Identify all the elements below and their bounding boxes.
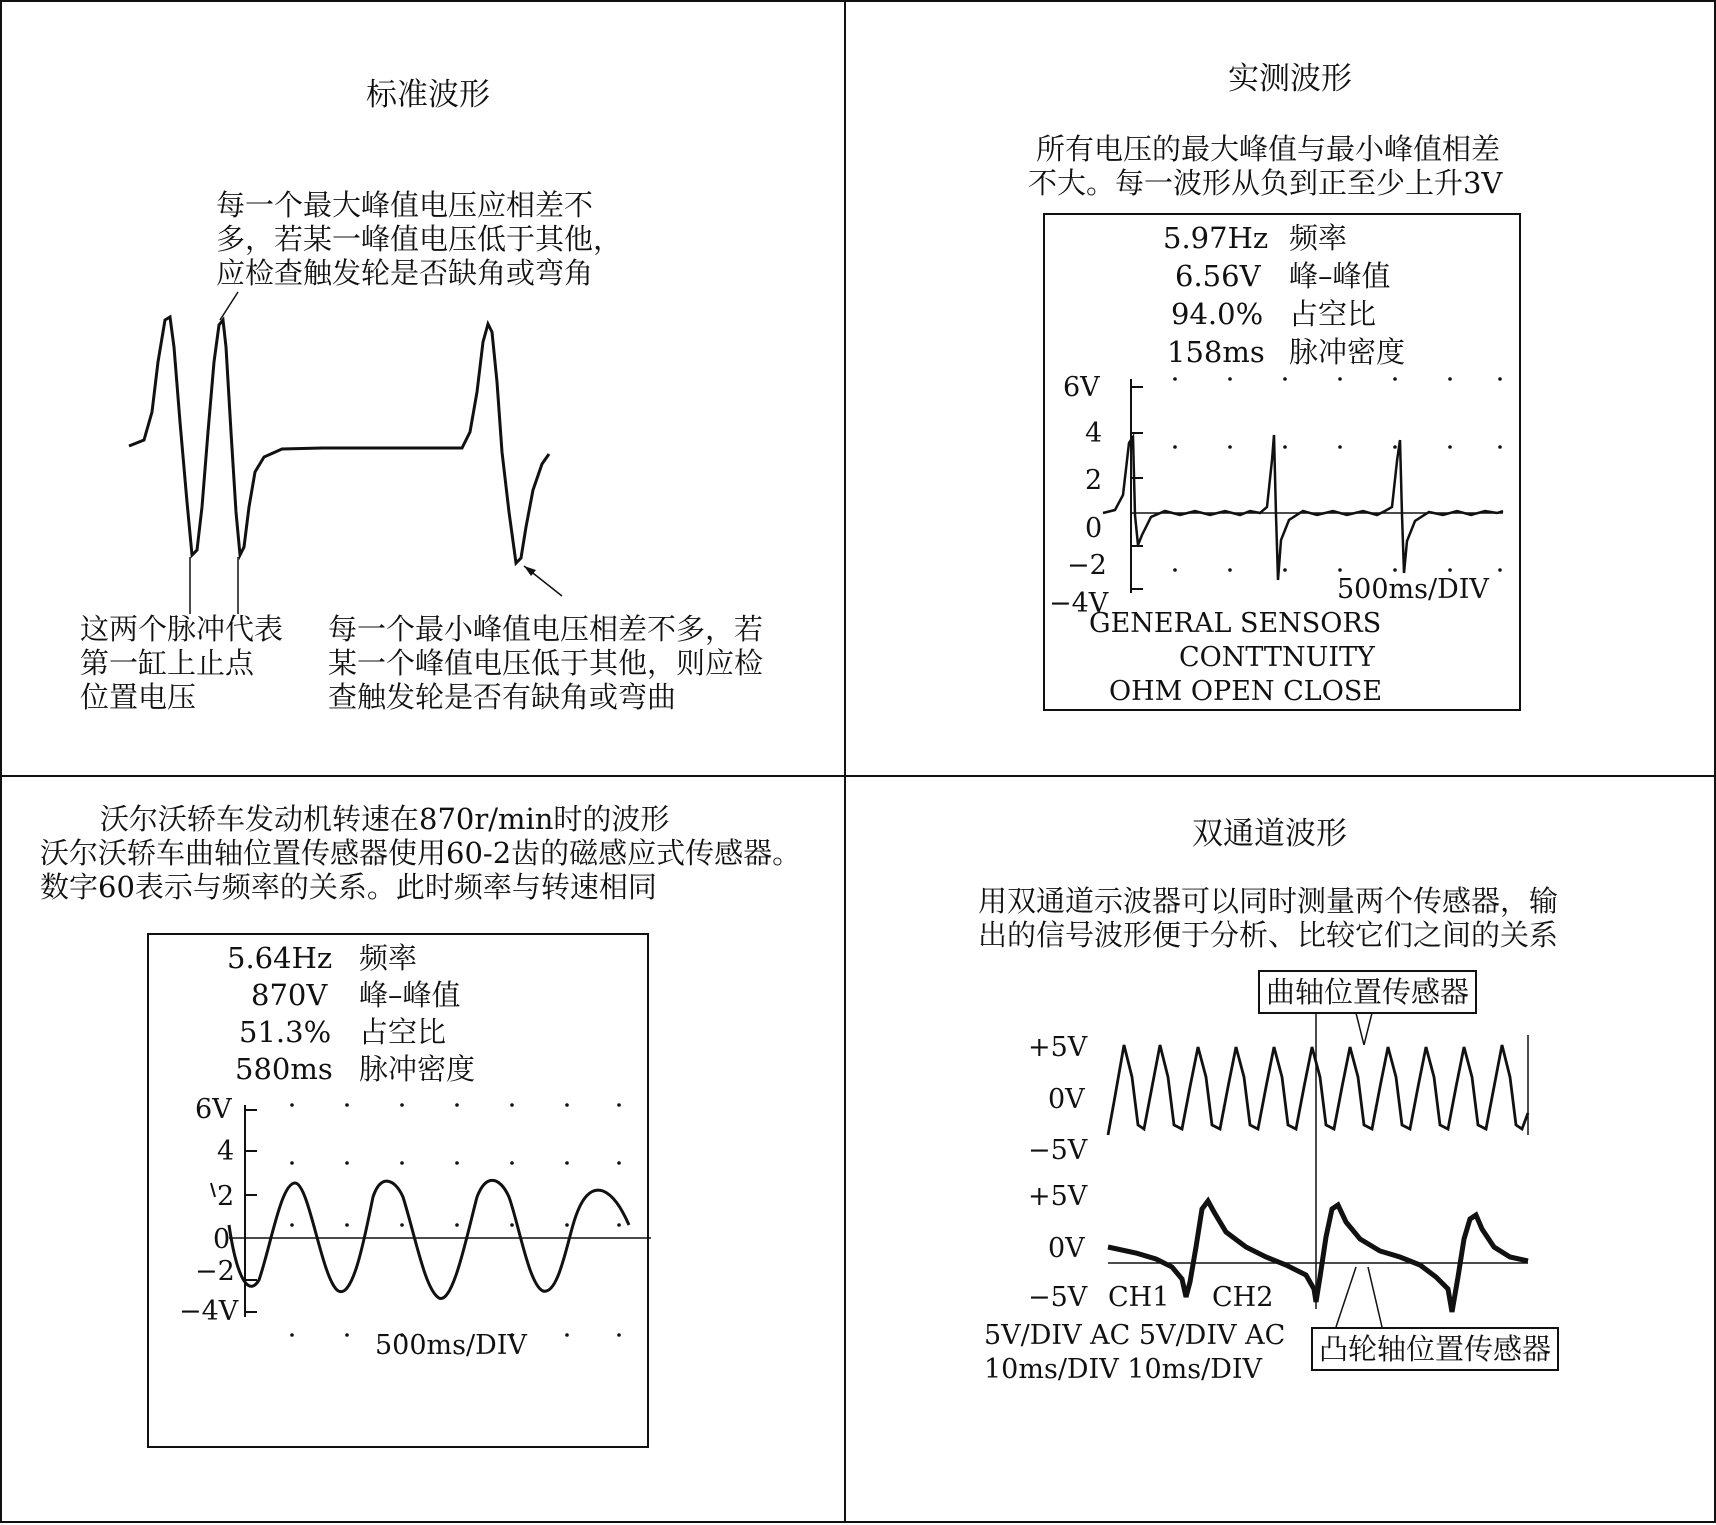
min-peak-note-line-1: 每一个最小峰值电压相差不多，若 [328, 612, 764, 646]
measured-desc-line-1: 所有电压的最大峰值与最小峰值相差 [1036, 132, 1501, 166]
footer-ohm-open-close: OHM OPEN CLOSE [1109, 676, 1383, 707]
crank-sensor-label: 曲轴位置传感器 [1258, 970, 1477, 1014]
pulse-width-value: 158ms [1167, 335, 1265, 369]
measured-waveform-title: 实测波形 [1228, 61, 1352, 97]
frequency-label: 频率 [1289, 221, 1348, 255]
volvo-peak-to-peak-label: 峰–峰值 [359, 978, 461, 1012]
footer-general-sensors: GENERAL SENSORS [1089, 608, 1382, 639]
settings-line-2: 10ms/DIV 10ms/DIV [984, 1354, 1263, 1385]
y-tick-6v: 6V [1063, 372, 1100, 403]
volvo-caption-line-3: 数字60表示与频率的关系。此时频率与转速相同 [40, 870, 657, 904]
volvo-scope-screen [147, 933, 649, 1448]
tdc-note-line-3: 位置电压 [80, 680, 197, 714]
min-peak-note-line-3: 查触发轮是否有缺角或弯曲 [328, 680, 677, 714]
cam-sensor-label: 凸轮轴位置传感器 [1311, 1327, 1559, 1371]
measured-trace [1103, 435, 1503, 580]
standard-waveform-panel [0, 0, 846, 777]
measured-scope-screen [1043, 213, 1521, 711]
standard-waveform-title: 标准波形 [366, 77, 490, 113]
crank-label-pointer-1 [1356, 1013, 1364, 1045]
top-note-line-3: 应检查触发轮是否缺角或弯角 [216, 256, 594, 290]
y-tick-0: 0 [1085, 513, 1103, 544]
settings-line-1: 5V/DIV AC 5V/DIV AC [984, 1320, 1286, 1351]
grid-dots [1173, 377, 1502, 572]
dual-desc-line-2: 出的信号波形便于分析、比较它们之间的关系 [978, 918, 1559, 952]
y-tick-neg4v: −4V [1049, 588, 1109, 619]
ch2-tick-0v: 0V [1048, 1233, 1085, 1264]
tdc-note-line-1: 这两个脉冲代表 [80, 612, 284, 646]
volvo-y-tick-0: 0 [213, 1224, 231, 1255]
ch2-tick-plus5v: +5V [1028, 1181, 1088, 1212]
measured-timebase: 500ms/DIV [1337, 574, 1489, 605]
dual-channel-title: 双通道波形 [1192, 816, 1347, 852]
ch1-tick-minus5v: −5V [1028, 1135, 1088, 1166]
ch1-tick-plus5v: +5V [1028, 1032, 1088, 1063]
volvo-sine-trace [229, 1180, 629, 1298]
y-tick-neg2: −2 [1067, 550, 1107, 581]
volvo-y-tick-2: 2 [217, 1181, 235, 1212]
y-tick-2: 2 [1085, 465, 1103, 496]
volvo-pulse-width-value: 580ms [235, 1052, 333, 1086]
ch2-tick-minus5v: −5V [1028, 1282, 1088, 1313]
min-peak-note-line-2: 某一个峰值电压低于其他，则应检 [328, 646, 764, 680]
measured-waveform-panel [844, 0, 1716, 777]
volvo-frequency-label: 频率 [359, 941, 418, 975]
cam-label-pointer-2 [1368, 1267, 1382, 1327]
dual-channel-plot [846, 777, 1716, 1525]
volvo-y-tick-neg4v: −4V [179, 1296, 239, 1327]
volvo-grid-dots [290, 1103, 621, 1337]
peak-to-peak-value: 6.56V [1175, 259, 1261, 293]
peak-to-peak-label: 峰–峰值 [1289, 259, 1391, 293]
volvo-caption-line-1: 沃尔沃轿车发动机转速在870r/min时的波形 [100, 802, 670, 836]
duty-cycle-value: 94.0% [1171, 297, 1264, 331]
y-tick-4: 4 [1085, 418, 1103, 449]
volvo-y-tick-neg2: −2 [195, 1256, 235, 1287]
volvo-duty-cycle-label: 占空比 [359, 1015, 447, 1049]
footer-continuity: CONTTNUITY [1179, 642, 1375, 673]
volvo-y-tick-6v: 6V [195, 1094, 232, 1125]
top-note-line-2: 多，若某一峰值电压低于其他， [216, 222, 623, 256]
measured-desc-line-2: 不大。每一波形从负到正至少上升3V [1028, 166, 1503, 200]
standard-waveform-trace [129, 317, 549, 563]
ch1-tick-0v: 0V [1048, 1084, 1085, 1115]
pulse-width-label: 脉冲密度 [1289, 335, 1406, 369]
volvo-waveform-panel [0, 775, 846, 1523]
dual-desc-line-1: 用双通道示波器可以同时测量两个传感器，输 [978, 884, 1559, 918]
top-note-line-1: 每一个最大峰值电压应相差不 [216, 188, 594, 222]
volvo-y-tick-4: 4 [217, 1136, 235, 1167]
volvo-timebase: 500ms/DIV [375, 1330, 527, 1361]
volvo-peak-to-peak-value: 870V [251, 978, 328, 1012]
volvo-pulse-width-label: 脉冲密度 [359, 1052, 476, 1086]
volvo-scope-plot [149, 935, 651, 1450]
tdc-note-line-2: 第一缸上止点 [80, 646, 255, 680]
ch2-cam-trace [1108, 1201, 1528, 1312]
ch1-crank-trace [1108, 1045, 1528, 1135]
crank-label-pointer-2 [1364, 1013, 1372, 1045]
cam-label-pointer-1 [1336, 1267, 1356, 1327]
dual-channel-panel [844, 775, 1716, 1523]
duty-cycle-label: 占空比 [1289, 297, 1377, 331]
ch1-label: CH1 [1108, 1282, 1170, 1313]
max-peak-pointer [220, 292, 238, 320]
volvo-frequency-value: 5.64Hz [227, 941, 333, 975]
frequency-value: 5.97Hz [1163, 221, 1269, 255]
volvo-caption-line-2: 沃尔沃轿车曲轴位置传感器使用60-2齿的磁感应式传感器。 [40, 836, 802, 870]
volvo-duty-cycle-value: 51.3% [239, 1015, 332, 1049]
ch2-label: CH2 [1212, 1282, 1274, 1313]
